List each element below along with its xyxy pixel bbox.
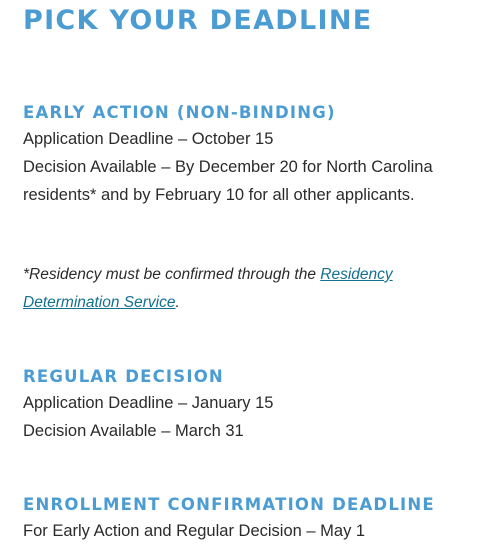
early-action-heading: EARLY ACTION (NON-BINDING) <box>23 103 336 122</box>
residency-note <box>23 261 483 317</box>
regular-decision-heading: REGULAR DECISION <box>23 367 224 386</box>
regular-decision-section <box>23 365 483 445</box>
residency-determination-service-link[interactable]: Residency Determination Service <box>23 266 393 311</box>
residency-note-suffix: . <box>175 294 180 311</box>
early-action-decision-available: Decision Available – By December 20 for North Carolina residents* and by February 10 for all other applicants. <box>23 158 433 204</box>
enrollment-confirmation-section <box>23 493 483 545</box>
regular-decision-application-deadline: Application Deadline – January 15 <box>23 394 274 412</box>
residency-note-prefix: *Residency must be confirmed through the <box>23 266 321 283</box>
page-title: PICK YOUR DEADLINE <box>23 5 373 36</box>
early-action-application-deadline: Application Deadline – October 15 <box>23 130 274 148</box>
enrollment-confirmation-heading: ENROLLMENT CONFIRMATION DEADLINE <box>23 495 435 514</box>
enrollment-confirmation-deadline: For Early Action and Regular Decision – May 1 <box>23 522 366 540</box>
residency-note-text <box>23 261 483 317</box>
early-action-section <box>23 101 483 209</box>
regular-decision-decision-available: Decision Available – March 31 <box>23 422 244 440</box>
